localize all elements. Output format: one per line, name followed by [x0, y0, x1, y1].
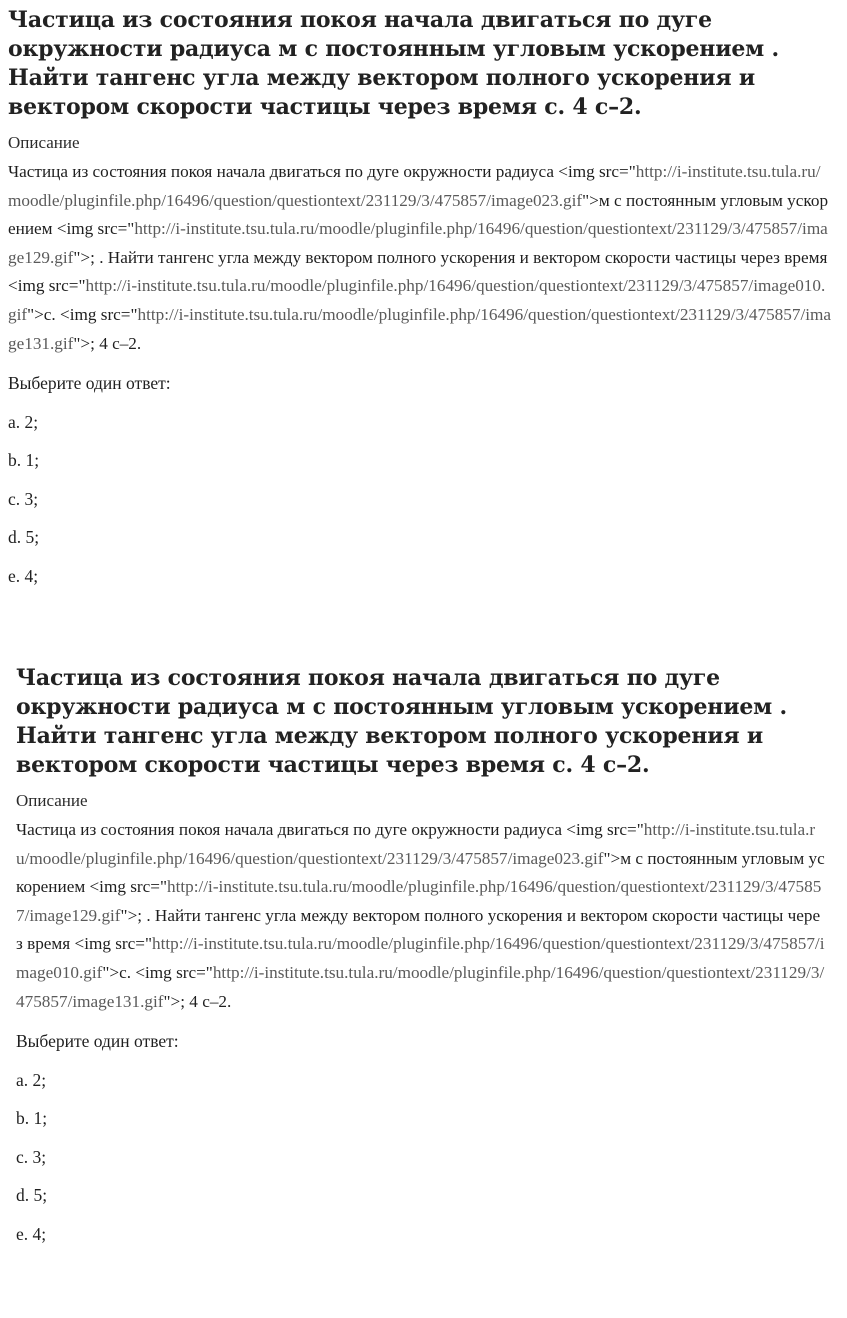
- description-text: ">м с постоянным угловым ускорением <img src=": [16, 848, 825, 897]
- description-label: Описание: [16, 791, 88, 810]
- answer-option-a[interactable]: a. 2;: [16, 1069, 47, 1090]
- image-url: http://i-institute.tsu.tula.ru/moodle/pluginfile.php/16496/question/questiontext/231129/3/475857/image129.gif: [16, 877, 822, 925]
- answer-option-b[interactable]: b. 1;: [8, 450, 40, 471]
- answer-option-b[interactable]: b. 1;: [16, 1108, 48, 1129]
- question-block: [8, 6, 833, 587]
- answer-list: [8, 411, 833, 587]
- image-url: http://i-institute.tsu.tula.ru/moodle/pluginfile.php/16496/question/questiontext/231129/3/475857/image131.gif: [8, 304, 832, 353]
- description-label: Описание: [8, 133, 80, 152]
- image-url: http://i-institute.tsu.tula.ru/moodle/pluginfile.php/16496/question/questiontext/231129/3/475857/image131.gif: [16, 962, 825, 1011]
- description-text: ">м с постоянным угловым ускорением <img src=": [8, 190, 829, 239]
- answer-prompt: Выберите один ответ:: [16, 1031, 179, 1052]
- answer-option-a[interactable]: a. 2;: [8, 411, 39, 432]
- description-text: ">; . Найти тангенс угла между вектором полного ускорения и вектором скорости частицы через время <img src=": [16, 905, 821, 954]
- answer-option-d[interactable]: d. 5;: [8, 527, 40, 548]
- image-url: http://i-institute.tsu.tula.ru/moodle/pluginfile.php/16496/question/questiontext/231129/3/475857/image129.gif: [8, 219, 828, 267]
- image-url: http://i-institute.tsu.tula.ru/moodle/pluginfile.php/16496/question/questiontext/231129/3/475857/image010.gif: [16, 934, 825, 982]
- question-description: [16, 816, 826, 1016]
- question-title: Частица из состояния покоя начала двигаться по дуге окружности радиуса м с постоянным угловым ускорением . Найти тангенс угла между вектором полного ускорения и вектором скорости частицы через время с. 4 с–2.: [16, 665, 787, 778]
- description-text: ">с. <img src=": [27, 304, 138, 324]
- question-block: [16, 664, 841, 1245]
- image-url: http://i-institute.tsu.tula.ru/moodle/pluginfile.php/16496/question/questiontext/231129/3/475857/image023.gif: [8, 162, 821, 210]
- answer-option-e[interactable]: e. 4;: [16, 1223, 47, 1244]
- description-text: ">с. <img src=": [102, 962, 213, 982]
- answer-list: [16, 1069, 841, 1245]
- description-text: ">; . Найти тангенс угла между вектором полного ускорения и вектором скорости частицы через время <img src=": [8, 247, 828, 296]
- question-title: Частица из состояния покоя начала двигаться по дуге окружности радиуса м с постоянным угловым ускорением . Найти тангенс угла между вектором полного ускорения и вектором скорости частицы через время с. 4 с–2.: [8, 7, 779, 120]
- image-url: http://i-institute.tsu.tula.ru/moodle/pluginfile.php/16496/question/questiontext/231129/3/475857/image023.gif: [16, 820, 816, 868]
- question-description: [8, 158, 833, 358]
- description-text: ">; 4 с–2.: [163, 991, 232, 1011]
- answer-option-d[interactable]: d. 5;: [16, 1185, 48, 1206]
- description-text: ">; 4 с–2.: [73, 333, 142, 353]
- description-text: Частица из состояния покоя начала двигаться по дуге окружности радиуса <img src=": [8, 162, 636, 181]
- answer-option-c[interactable]: c. 3;: [8, 488, 39, 509]
- description-text: Частица из состояния покоя начала двигаться по дуге окружности радиуса <img src=": [16, 820, 644, 839]
- answer-option-e[interactable]: e. 4;: [8, 565, 39, 586]
- answer-prompt: Выберите один ответ:: [8, 373, 171, 394]
- image-url: http://i-institute.tsu.tula.ru/moodle/pluginfile.php/16496/question/questiontext/231129/3/475857/image010.gif: [8, 276, 826, 324]
- answer-option-c[interactable]: c. 3;: [16, 1146, 47, 1167]
